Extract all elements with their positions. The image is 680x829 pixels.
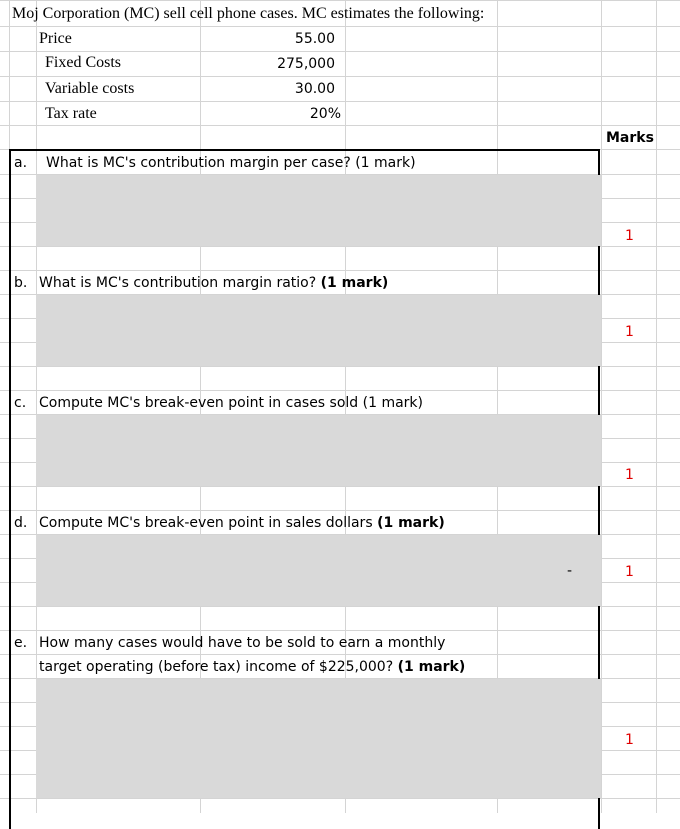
question-a-letter: a. (14, 155, 28, 171)
question-a-mark: (1 mark) (355, 155, 416, 171)
question-a-text (46, 156, 416, 170)
question-e-letter: e. (14, 635, 28, 651)
estimate-label-variable-costs: Variable costs (45, 80, 135, 97)
marks-c: 1 (625, 467, 634, 483)
question-b-body: What is MC's contribution margin ratio? (39, 275, 321, 291)
answer-area-c[interactable] (36, 415, 601, 486)
answer-area-e[interactable] (36, 679, 601, 798)
answer-area-d[interactable] (36, 535, 601, 606)
question-e-line1: How many cases would have to be sold to earn a monthly (39, 635, 446, 651)
estimate-value-tax-rate: 20% (309, 106, 341, 122)
question-b-text (39, 276, 388, 290)
estimate-value-variable-costs: 30.00 (294, 81, 335, 97)
question-c-text (39, 396, 423, 410)
question-e-body: target operating (before tax) income of $225,000? (39, 659, 398, 675)
estimate-value-price: 55.00 (294, 31, 335, 47)
question-e-mark: (1 mark) (397, 659, 466, 675)
marks-d: 1 (625, 564, 634, 580)
question-d-letter: d. (14, 515, 28, 531)
question-b-mark: (1 mark) (320, 275, 389, 291)
estimate-label-tax-rate: Tax rate (45, 105, 97, 122)
question-e-line2 (39, 660, 465, 674)
intro-text: Moj Corporation (MC) sell cell phone cases. MC estimates the following: (12, 5, 485, 22)
estimate-label-fixed-costs: Fixed Costs (45, 54, 122, 71)
marks-e: 1 (625, 732, 634, 748)
question-b-letter: b. (14, 275, 28, 291)
answer-area-b[interactable] (36, 295, 601, 366)
answer-d-dash: - (567, 563, 573, 579)
question-c-mark: (1 mark) (362, 395, 424, 411)
question-a-body: What is MC's contribution margin per case? (46, 155, 356, 171)
estimate-value-fixed-costs: 275,000 (277, 56, 335, 72)
marks-header: Marks (606, 130, 654, 146)
question-c-body: Compute MC's break-even point in cases sold (39, 395, 363, 411)
answer-area-a[interactable] (36, 175, 601, 246)
marks-b: 1 (625, 324, 634, 340)
question-d-mark: (1 mark) (377, 515, 445, 531)
question-d-text (39, 516, 445, 530)
question-d-body: Compute MC's break-even point in sales dollars (39, 515, 378, 531)
marks-a: 1 (625, 228, 634, 244)
question-c-letter: c. (14, 395, 27, 411)
estimate-label-price: Price (39, 30, 72, 47)
